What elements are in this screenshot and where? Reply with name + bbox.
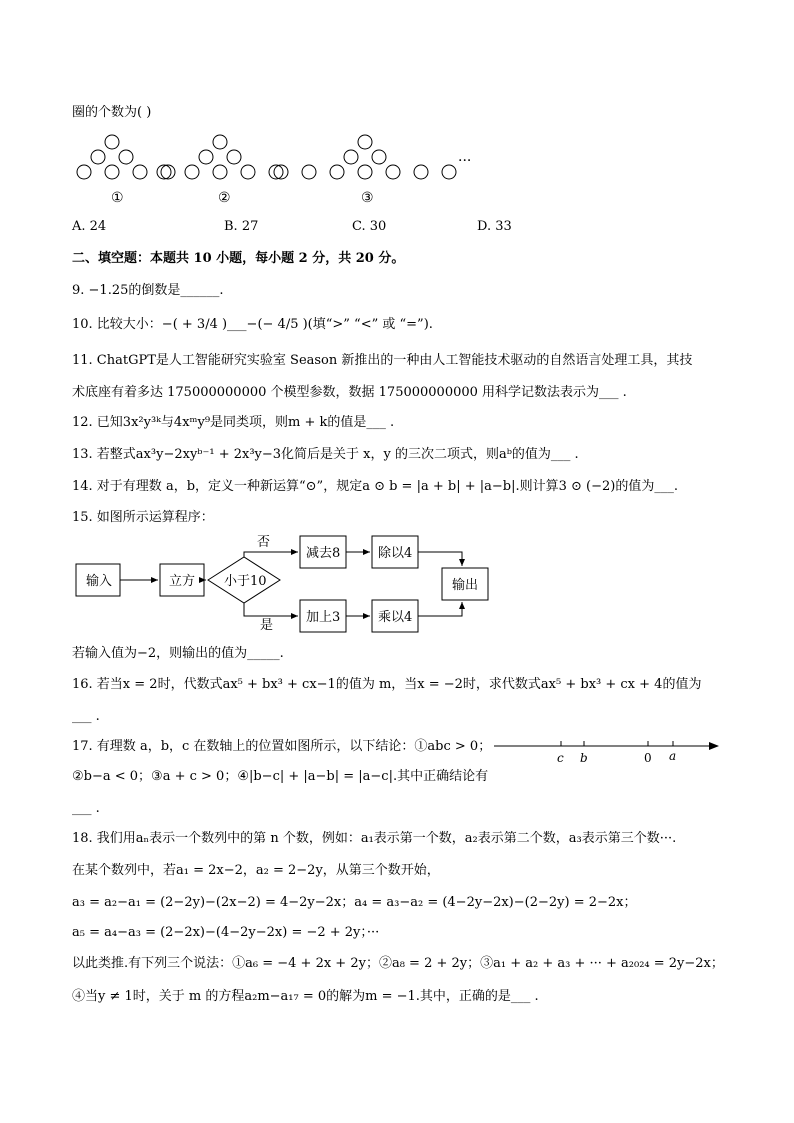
figure-label-1: ① xyxy=(111,190,124,206)
pattern-circle xyxy=(119,150,133,164)
q11-line1: 11. ChatGPT是人工智能研究实验室 Season 新推出的一种由人工智能技术驱动的自然语言处理工具，其技 xyxy=(72,353,693,368)
q8-tail: 圈的个数为( ) xyxy=(72,105,152,120)
q17-line1: 17. 有理数 a，b，c 在数轴上的位置如图所示，以下结论：①abc > 0； xyxy=(72,739,492,754)
circle-groups xyxy=(70,130,490,210)
ellipsis: ··· xyxy=(458,153,472,169)
option-c: C. 30 xyxy=(352,219,387,234)
pattern-circle xyxy=(105,165,119,179)
pattern-circle xyxy=(386,165,400,179)
flow-yes-label: 是 xyxy=(260,618,274,633)
pattern-circle xyxy=(330,165,344,179)
q18-line6: ④当y ≠ 1时，关于 m 的方程a₂m−a₁₇ = 0的解为m = −1.其中，正确的是___ . xyxy=(72,989,539,1004)
q18-line4: a₅ = a₄−a₃ = (2−2x)−(4−2y−2x) = −2 + 2y；··· xyxy=(72,925,380,940)
flow-add3-label: 加上3 xyxy=(306,610,341,625)
pattern-circle xyxy=(199,150,213,164)
label-b: b xyxy=(580,751,588,765)
pattern-circle xyxy=(157,165,171,179)
flow-output-label: 输出 xyxy=(452,578,479,593)
pattern-circle xyxy=(358,135,372,149)
pattern-circle xyxy=(77,165,91,179)
flow-mul4-label: 乘以4 xyxy=(378,610,413,625)
figure-label-2: ② xyxy=(218,190,231,206)
label-c: c xyxy=(557,751,564,765)
flow-condition-label: 小于10 xyxy=(224,574,267,589)
pattern-circle xyxy=(372,150,386,164)
q9: 9. −1.25的倒数是______. xyxy=(72,283,224,298)
option-d: D. 33 xyxy=(477,219,512,234)
option-b: B. 27 xyxy=(224,219,259,234)
pattern-circle xyxy=(91,150,105,164)
pattern-circle xyxy=(213,135,227,149)
q10: 10. 比较大小：−( + 3/4 )___−(− 4/5 )(填“>” “<” 或 “=”). xyxy=(72,317,433,332)
pattern-circle xyxy=(133,165,147,179)
label-zero: 0 xyxy=(644,751,652,765)
option-a: A. 24 xyxy=(72,219,107,234)
pattern-circle xyxy=(227,150,241,164)
number-line xyxy=(492,736,724,768)
flow-sub8-label: 减去8 xyxy=(306,546,341,561)
section2-header: 二、填空题：本题共 10 小题，每小题 2 分，共 20 分。 xyxy=(72,251,405,266)
q11-line2: 术底座有着多达 175000000000 个模型参数，数据 175000000000 用科学记数法表示为___ . xyxy=(72,385,627,400)
pattern-circle xyxy=(302,165,316,179)
pattern-circle xyxy=(161,165,175,179)
q17-line2: ②b−a < 0；③a + c > 0；④|b−c| + |a−b| = |a−c|.其中正确结论有 xyxy=(72,769,489,784)
flow-no-label: 否 xyxy=(257,535,271,550)
q18-line2: 在某个数列中，若a₁ = 2x−2，a₂ = 2−2y，从第三个数开始， xyxy=(72,863,440,878)
q18-line3: a₃ = a₂−a₁ = (2−2y)−(2x−2) = 4−2y−2x；a₄ = a₃−a₂ = (4−2y−2x)−(2−2y) = 2−2x； xyxy=(72,895,637,910)
pattern-circle xyxy=(185,165,199,179)
q16-line2: ___ . xyxy=(72,709,100,724)
pattern-circle xyxy=(105,135,119,149)
pattern-circle xyxy=(344,150,358,164)
q16-line1: 16. 若当x = 2时，代数式ax⁵ + bx³ + cx−1的值为 m，当x = −2时，求代数式ax⁵ + bx³ + cx + 4的值为 xyxy=(72,677,702,692)
pattern-circle xyxy=(442,165,456,179)
figure-label-3: ③ xyxy=(361,190,374,206)
q12: 12. 已知3x²y³ᵏ与4xᵐy⁹是同类项，则m + k的值是___ . xyxy=(72,415,395,430)
q17-line3: ___ . xyxy=(72,801,100,816)
q14: 14. 对于有理数 a，b，定义一种新运算“⊙”，规定a ⊙ b = |a + b| + |a−b|.则计算3 ⊙ (−2)的值为___. xyxy=(72,479,678,494)
flow-input-label: 输入 xyxy=(86,574,113,589)
q18-line5: 以此类推.有下列三个说法：①a₆ = −4 + 2x + 2y；②a₈ = 2 + 2y；③a₁ + a₂ + a₃ + ··· + a₂₀₂₄ = 2y−2x； xyxy=(72,956,724,971)
flow-cube-label: 立方 xyxy=(169,574,196,589)
pattern-circle xyxy=(358,165,372,179)
pattern-circle xyxy=(213,165,227,179)
q15: 15. 如图所示运算程序： xyxy=(72,510,214,525)
flowchart xyxy=(72,532,502,637)
pattern-circle xyxy=(414,165,428,179)
q13: 13. 若整式ax³y−2xyᵇ⁻¹ + 2x³y−3化简后是关于 x，y 的三次二项式，则aᵇ的值为___ . xyxy=(72,447,579,462)
label-a: a xyxy=(669,749,677,763)
q15-tail: 若输入值为−2，则输出的值为_____. xyxy=(72,646,284,661)
q18-line1: 18. 我们用aₙ表示一个数列中的第 n 个数，例如：a₁表示第一个数，a₂表示第二个数，a₃表示第三个数···. xyxy=(72,831,677,846)
flow-div4-label: 除以4 xyxy=(378,546,413,561)
pattern-circle xyxy=(241,165,255,179)
